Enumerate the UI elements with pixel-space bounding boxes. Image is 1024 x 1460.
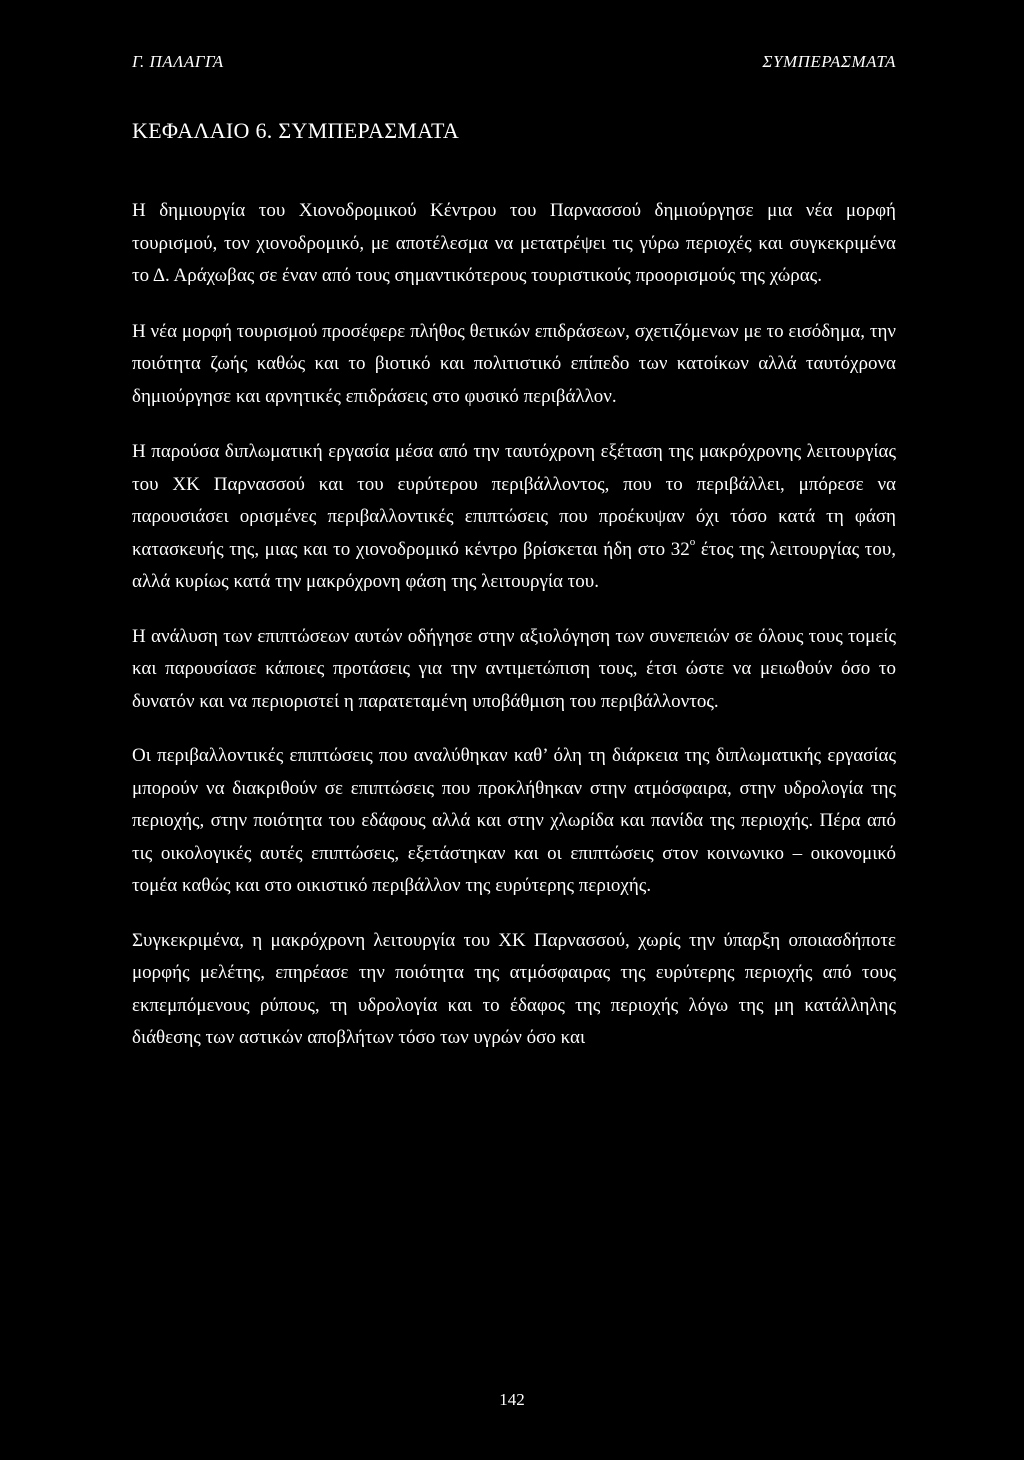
paragraph-6: Συγκεκριμένα, η μακρόχρονη λειτουργία του ΧΚ Παρνασσού, χωρίς την ύπαρξη οποιασδήποτε μορφής μελέτης, επηρέασε την ποιότητα της ατμόσφαιρας της ευρύτερης περιοχής από τους εκπεμπόμενους ρύπους, τη υδρολογία και το έδαφος της περιοχής λόγω της μη κατάλληλης διάθεσης των αστικών αποβλήτων τόσο των υγρών όσο και [132,929,896,1048]
chapter-title: ΚΕΦΑΛΑΙΟ 6. ΣΥΜΠΕΡΑΣΜΑΤΑ [132,118,460,143]
paragraph-3 [132,436,896,599]
running-header-section: ΣΥΜΠΕΡΑΣΜΑΤΑ [762,52,896,71]
ordinal-superscript: ο [689,536,696,549]
body-text [132,195,896,1077]
page-number: 142 [499,1390,525,1409]
paragraph-3-part-1: Η παρούσα διπλωματική εργασία μέσα από την ταυτόχρονη εξέταση της μακρόχρονης λειτουργίας του ΧΚ Παρνασσού και του ευρύτερου περιβάλλοντος, που το περιβάλλει, μπόρεσε να παρουσιάσει ορισμένες περιβαλλοντικές επιπτώσεις που προέκυψαν όχι τόσο κατά τη φάση κατασκευής της, μιας και το χιονοδρομικό κέντρο βρίσκεται ήδη στο 32 [132,441,896,560]
paragraph-3-part-2: έτος της λειτουργίας του, αλλά κυρίως κατά την μακρόχρονη φάση της λειτουργία του. [132,538,897,592]
paragraph-1: Η δημιουργία του Χιονοδρομικού Κέντρου του Παρνασσού δημιούργησε μια νέα μορφή τουρισμού, τον χιονοδρομικό, με αποτέλεσμα να μετατρέψει τις γύρω περιοχές και συγκεκριμένα το Δ. Αράχωβας σε έναν από τους σημαντικότερους τουριστικούς προορισμούς της χώρας. [132,200,896,286]
running-header-author: Γ. ΠΑΛΑΓΓΑ [132,52,224,71]
paragraph-5: Οι περιβαλλοντικές επιπτώσεις που αναλύθηκαν καθ’ όλη τη διάρκεια της διπλωματικής εργασίας μπορούν να διακριθούν σε επιπτώσεις που προκλήθηκαν στην ατμόσφαιρα, στην υδρολογία της περιοχής, στην ποιότητα του εδάφους αλλά και στην χλωρίδα και πανίδα της περιοχής. Πέρα από τις οικολογικές αυτές επιπτώσεις, εξετάστηκαν και οι επιπτώσεις στον κοινωνικο – οικονομικό τομέα καθώς και στο οικιστικό περιβάλλον της ευρύτερης περιοχής. [132,745,896,896]
paragraph-2: Η νέα μορφή τουρισμού προσέφερε πλήθος θετικών επιδράσεων, σχετιζόμενων με το εισόδημα, την ποιότητα ζωής καθώς και το βιοτικό και πολιτιστικό επίπεδο των κατοίκων αλλά ταυτόχρονα δημιούργησε και αρνητικές επιδράσεις στο φυσικό περιβάλλον. [132,320,896,407]
paragraph-4: Η ανάλυση των επιπτώσεων αυτών οδήγησε στην αξιολόγηση των συνεπειών σε όλους τους τομείς και παρουσίασε κάποιες προτάσεις για την αντιμετώπιση τους, έτσι ώστε να μειωθούν όσο το δυνατόν και να περιοριστεί η παρατεταμένη υποβάθμιση του περιβάλλοντος. [132,625,896,712]
